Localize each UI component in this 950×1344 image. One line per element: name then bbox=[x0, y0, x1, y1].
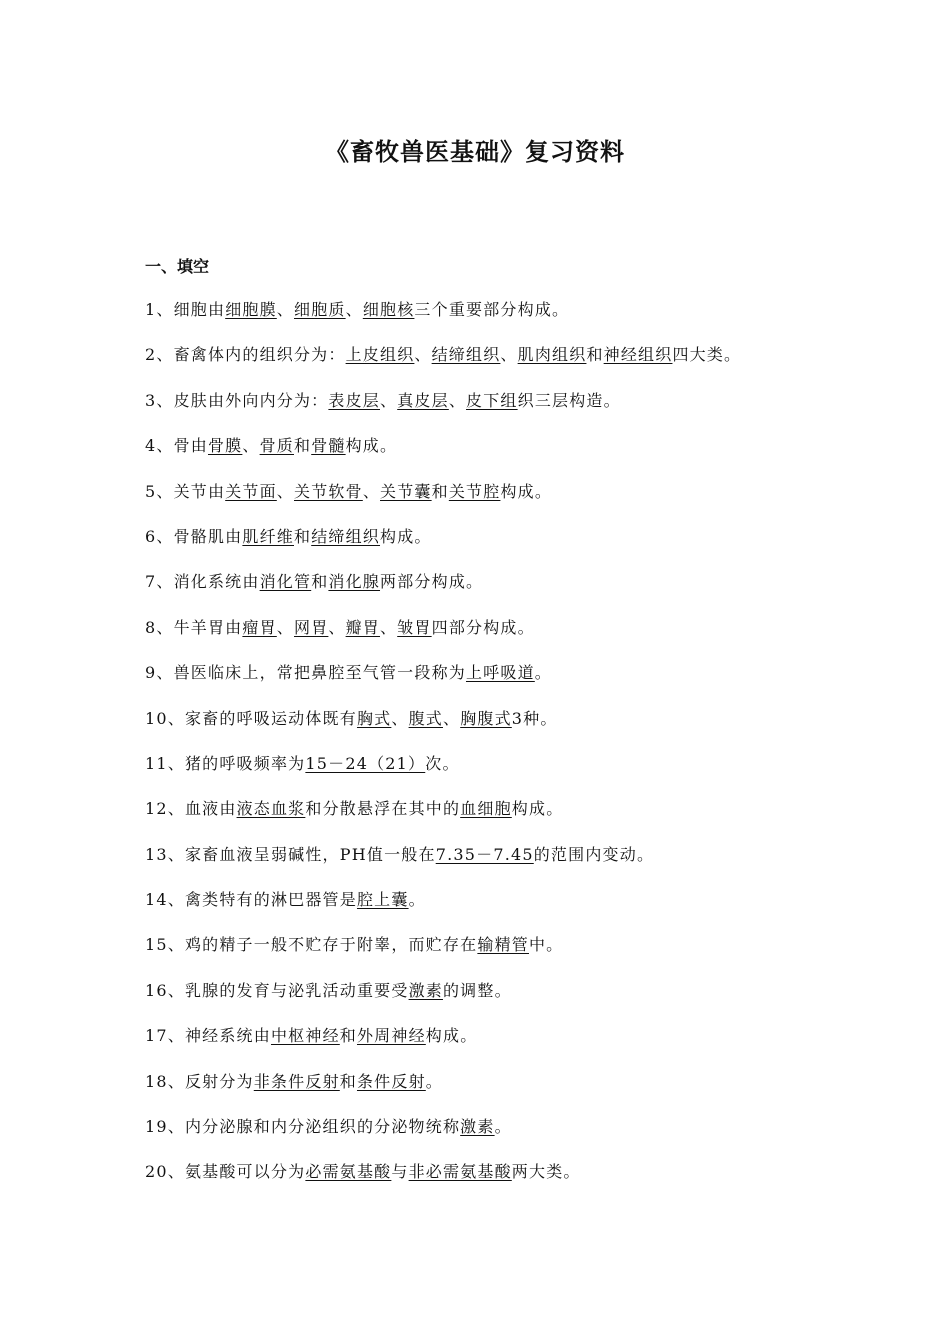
answer-text: 7.35－7.45 bbox=[435, 844, 534, 864]
question-text: 9、兽医临床上，常把鼻腔至气管一段称为 bbox=[145, 663, 466, 683]
section-heading: 一、填空 bbox=[145, 257, 210, 276]
question-text: 和 bbox=[431, 481, 449, 501]
answer-text: 血细胞 bbox=[460, 799, 512, 819]
question-text: 。 bbox=[494, 1117, 512, 1137]
question-text: 19、内分泌腺和内分泌组织的分泌物统称 bbox=[145, 1117, 461, 1137]
answer-text: 关节囊 bbox=[380, 481, 432, 501]
answer-text: 肌肉组织 bbox=[517, 345, 587, 365]
question-text: 15、鸡的精子一般不贮存于附睾，而贮存在 bbox=[145, 935, 478, 955]
list-item bbox=[145, 1020, 905, 1065]
answer-text: 结缔组织 bbox=[311, 526, 381, 546]
question-text: 、 bbox=[414, 345, 432, 365]
list-item bbox=[145, 612, 905, 657]
question-text: 、 bbox=[345, 300, 363, 319]
question-text: 。 bbox=[534, 663, 552, 683]
answer-text: 外周神经 bbox=[356, 1026, 426, 1046]
answer-text: 细胞膜 bbox=[225, 300, 277, 319]
answer-text: 细胞核 bbox=[362, 300, 415, 319]
list-item bbox=[145, 975, 905, 1020]
list-item bbox=[145, 703, 905, 748]
question-text: 的调整。 bbox=[442, 980, 512, 1000]
question-text: 构成。 bbox=[500, 481, 553, 501]
answer-text: 关节腔 bbox=[448, 481, 501, 501]
question-text: 和 bbox=[311, 572, 329, 592]
list-item bbox=[145, 521, 905, 566]
list-item bbox=[145, 793, 905, 838]
question-text: 、 bbox=[242, 436, 260, 456]
question-text: 、 bbox=[380, 617, 398, 637]
question-text: 次。 bbox=[425, 753, 460, 773]
answer-text: 表皮层 bbox=[328, 390, 380, 410]
question-text: 两部分构成。 bbox=[380, 572, 484, 592]
list-item bbox=[145, 748, 905, 793]
question-text: 11、猪的呼吸频率为 bbox=[145, 753, 306, 773]
answer-text: 液态血浆 bbox=[236, 799, 306, 819]
answer-text: 上皮组织 bbox=[345, 345, 415, 365]
answer-text: 必需氨基酸 bbox=[305, 1162, 392, 1182]
answer-text: 上呼吸道 bbox=[465, 663, 535, 683]
list-item bbox=[145, 476, 905, 521]
list-item bbox=[145, 1066, 905, 1111]
answer-text: 瓣胃 bbox=[345, 617, 381, 637]
question-text: 的范围内变动。 bbox=[533, 844, 655, 864]
answer-text: 消化管 bbox=[259, 572, 312, 592]
question-text: 、 bbox=[448, 390, 467, 410]
answer-text: 骨质 bbox=[259, 436, 294, 456]
question-text: 和 bbox=[294, 436, 312, 456]
question-text: 、 bbox=[442, 708, 461, 728]
answer-text: 骨膜 bbox=[207, 436, 243, 456]
question-text: 构成。 bbox=[425, 1026, 478, 1046]
question-text: 和 bbox=[339, 1026, 357, 1046]
question-text: 18、反射分为 bbox=[145, 1071, 254, 1091]
list-item bbox=[145, 1156, 905, 1201]
answer-text: 条件反射 bbox=[356, 1071, 426, 1091]
question-text: 16、乳腺的发育与泌乳活动重要受 bbox=[145, 980, 409, 1000]
question-text: 20、氨基酸可以分为 bbox=[145, 1162, 306, 1182]
question-text: 、 bbox=[328, 617, 346, 637]
question-text: 四部分构成。 bbox=[431, 617, 535, 637]
answer-text: 非必需氨基酸 bbox=[408, 1162, 512, 1182]
question-text: 构成。 bbox=[345, 436, 398, 456]
list-item bbox=[145, 884, 905, 929]
question-text: 3、皮肤由外向内分为： bbox=[145, 390, 329, 410]
list-item bbox=[145, 566, 905, 611]
question-text: 和 bbox=[294, 526, 312, 546]
list-item bbox=[145, 839, 905, 884]
answer-text: 细胞质 bbox=[294, 300, 346, 319]
question-text: 两大类。 bbox=[511, 1162, 581, 1182]
answer-text: 肌纤维 bbox=[242, 526, 294, 546]
question-text: 三个重要部分构成。 bbox=[414, 300, 570, 319]
question-text: 7、消化系统由 bbox=[145, 572, 260, 592]
answer-text: 中枢神经 bbox=[270, 1026, 340, 1046]
answer-text: 骨髓 bbox=[311, 436, 346, 456]
question-text: 、 bbox=[276, 481, 294, 501]
answer-text: 激素 bbox=[408, 980, 443, 1000]
question-text: 构成。 bbox=[380, 526, 432, 546]
answer-text: 皮下组 bbox=[466, 390, 518, 410]
question-text: 。 bbox=[408, 890, 426, 910]
answer-text: 关节面 bbox=[225, 481, 277, 501]
question-text: 17、神经系统由 bbox=[145, 1026, 271, 1046]
answer-text: 非条件反射 bbox=[253, 1071, 340, 1091]
question-text: 。 bbox=[425, 1071, 443, 1091]
answer-text: 胸腹式 bbox=[460, 708, 512, 728]
list-item bbox=[145, 294, 905, 339]
answer-text: 真皮层 bbox=[397, 390, 449, 410]
answer-text: 瘤胃 bbox=[242, 617, 277, 637]
question-text: 8、牛羊胃由 bbox=[145, 617, 243, 637]
question-text: 织三层构造。 bbox=[517, 390, 621, 410]
list-item bbox=[145, 929, 905, 974]
answer-text: 腔上囊 bbox=[356, 890, 409, 910]
question-text: 构成。 bbox=[511, 799, 564, 819]
question-text: 6、骨骼肌由 bbox=[145, 526, 243, 546]
question-text: 4、骨由 bbox=[145, 436, 208, 456]
list-item bbox=[145, 1111, 905, 1156]
question-text: 、 bbox=[500, 345, 518, 365]
question-text: 、 bbox=[391, 708, 409, 728]
answer-text: 结缔组织 bbox=[431, 345, 501, 365]
question-text: 10、家畜的呼吸运动体既有 bbox=[145, 708, 357, 728]
list-item bbox=[145, 385, 905, 430]
answer-text: 神经组织 bbox=[603, 345, 673, 365]
question-text: 四大类。 bbox=[672, 345, 742, 365]
answer-text: 输精管 bbox=[477, 935, 529, 955]
question-text: 1、细胞由 bbox=[145, 300, 226, 319]
question-text: 、 bbox=[276, 300, 294, 319]
answer-text: 关节软骨 bbox=[294, 481, 363, 501]
question-text: 、 bbox=[380, 390, 398, 410]
answer-text: 网胃 bbox=[294, 617, 329, 637]
question-text: 14、禽类特有的淋巴器管是 bbox=[145, 890, 357, 910]
answer-text: 胸式 bbox=[356, 708, 392, 728]
question-text: 和 bbox=[586, 345, 604, 365]
question-text: 中。 bbox=[528, 935, 564, 955]
question-text: 2、畜禽体内的组织分为： bbox=[145, 345, 346, 365]
question-text: 、 bbox=[276, 617, 294, 637]
list-item bbox=[145, 430, 905, 475]
list-item bbox=[145, 339, 905, 384]
question-text: 12、血液由 bbox=[145, 799, 237, 819]
question-text: 5、关节由 bbox=[145, 481, 226, 501]
list-item bbox=[145, 657, 905, 702]
answer-text: 皱胃 bbox=[397, 617, 432, 637]
page-title: 《畜牧兽医基础》复习资料 bbox=[325, 138, 625, 166]
answer-text: 消化腺 bbox=[328, 572, 381, 592]
answer-text: 腹式 bbox=[408, 708, 443, 728]
fill-in-list bbox=[145, 294, 905, 1202]
question-text: 、 bbox=[362, 481, 381, 501]
question-text: 和 bbox=[339, 1071, 357, 1091]
answer-text: 激素 bbox=[460, 1117, 495, 1137]
answer-text: 15－24（21） bbox=[305, 753, 426, 773]
question-text: 与 bbox=[391, 1162, 409, 1182]
question-text: 和分散悬浮在其中的 bbox=[305, 799, 461, 819]
question-text: 3种。 bbox=[511, 708, 558, 728]
question-text: 13、家畜血液呈弱碱性，PH值一般在 bbox=[145, 844, 436, 864]
